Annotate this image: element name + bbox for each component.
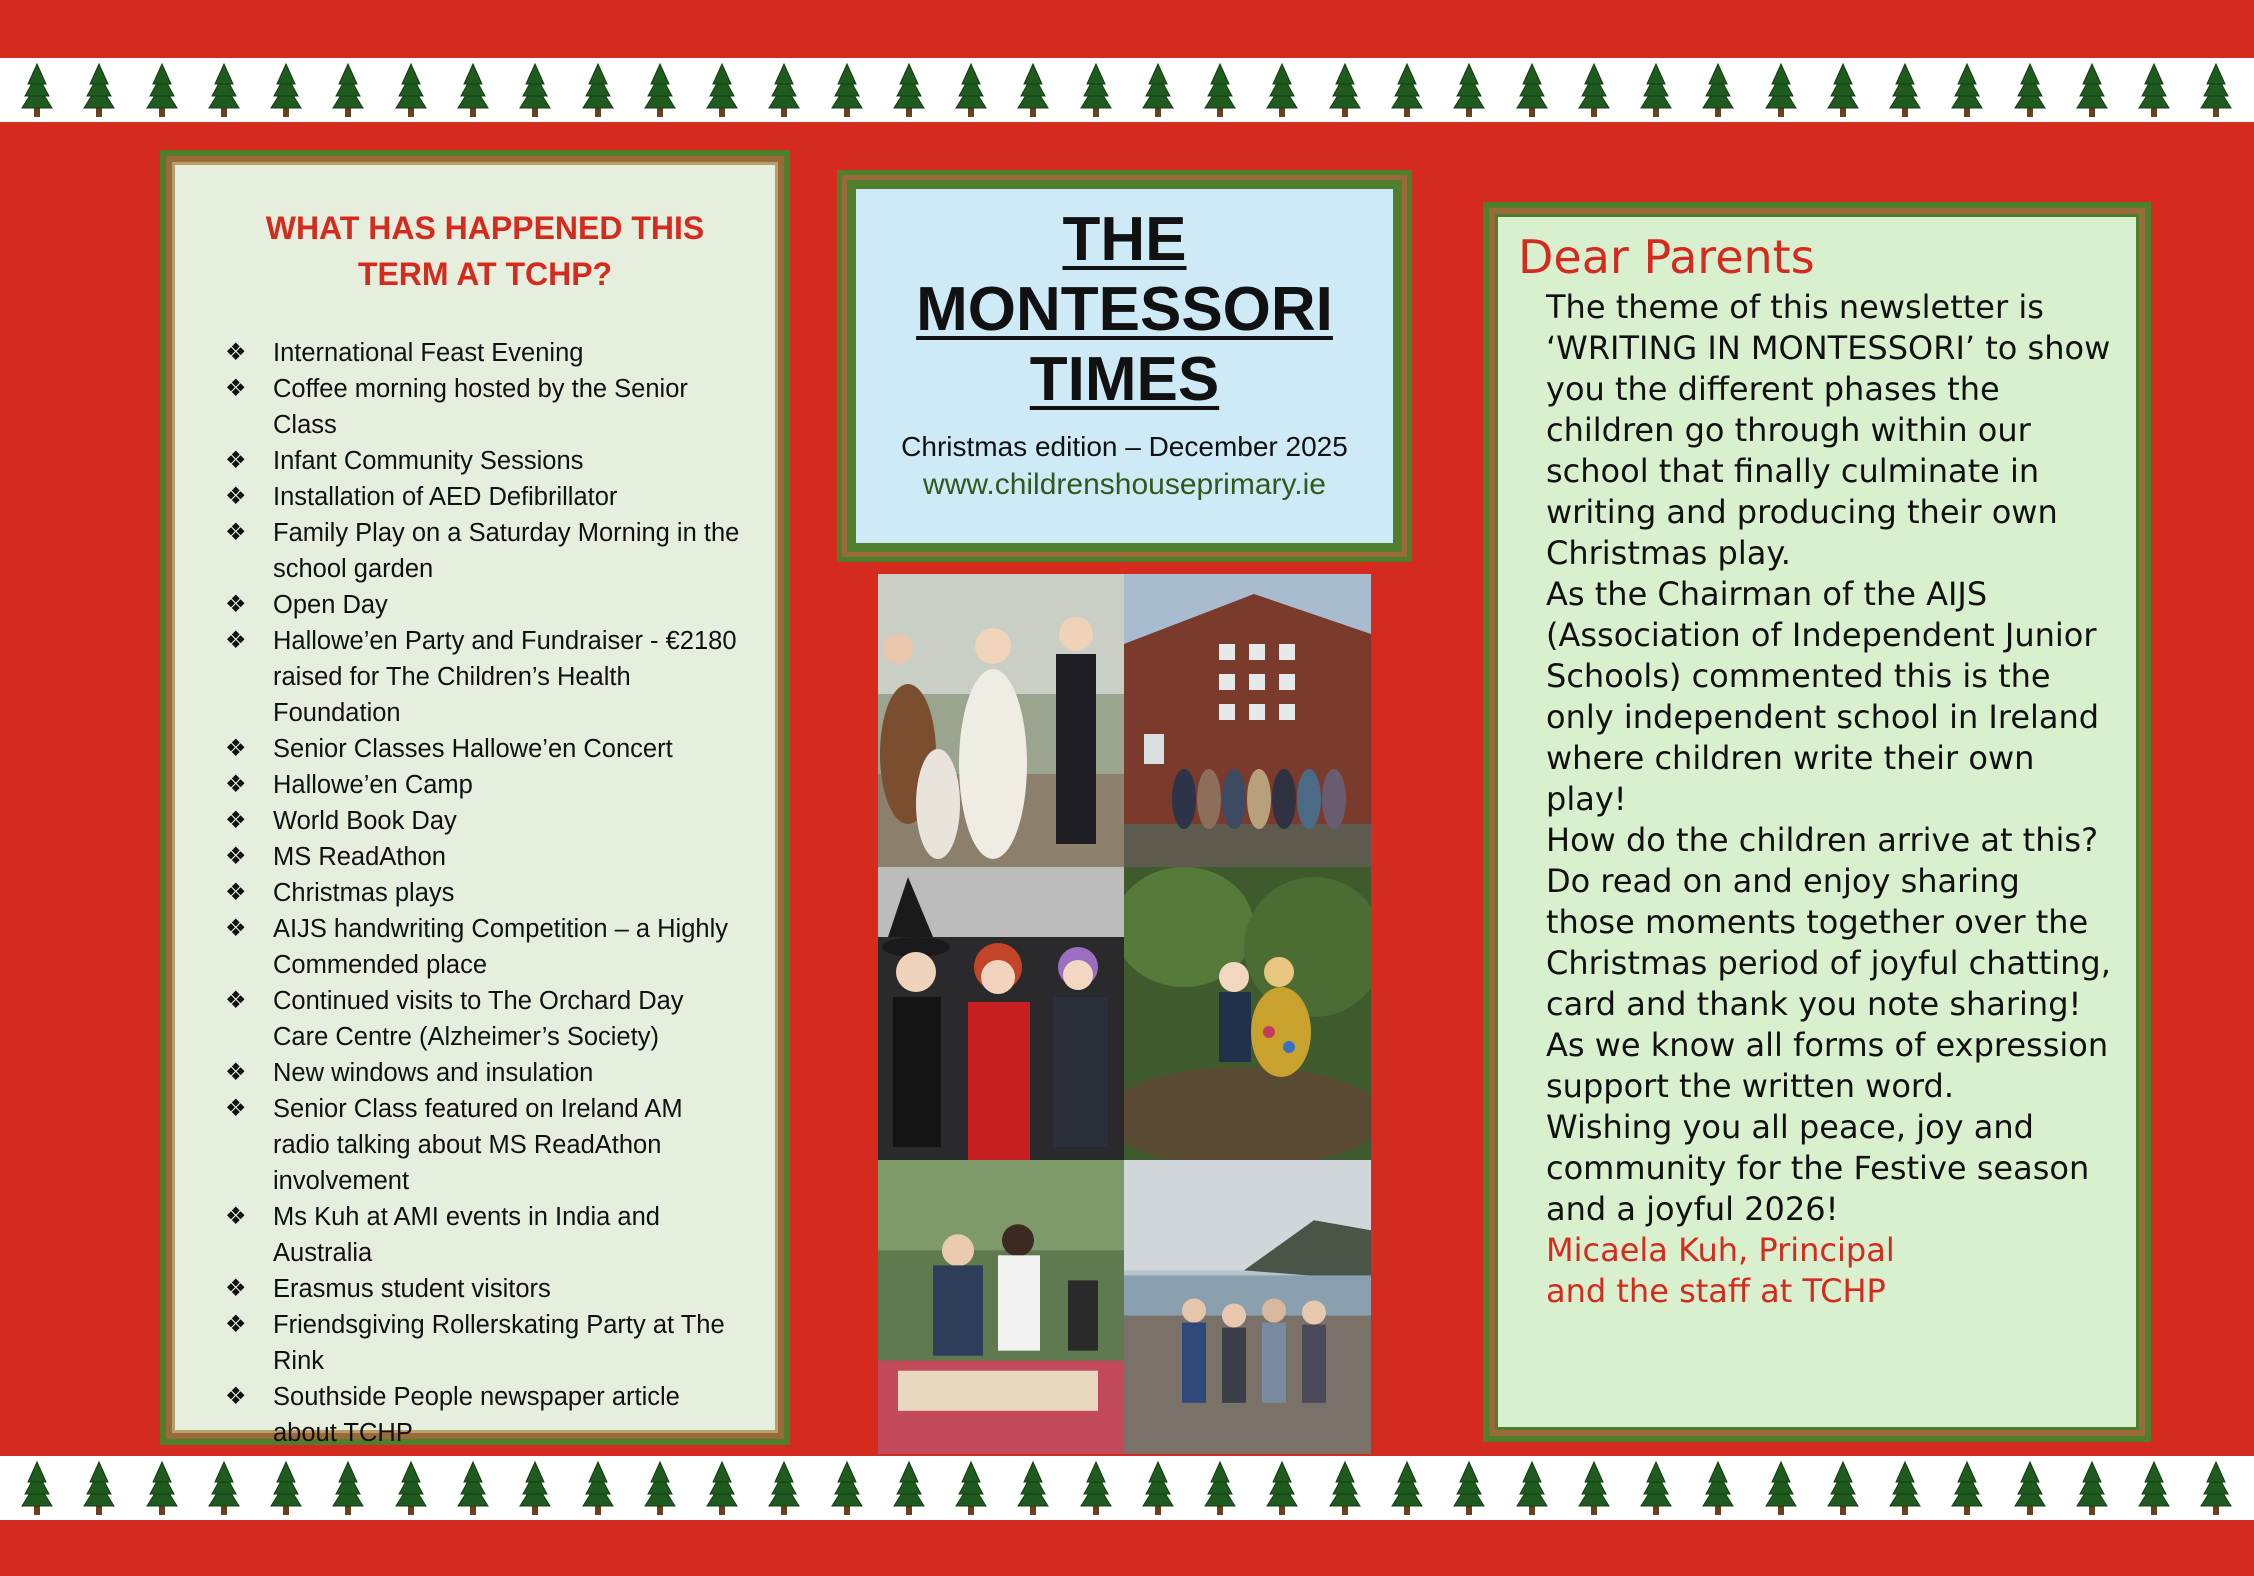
school-building-photo <box>1124 574 1371 867</box>
bullet-icon: ❖ <box>225 915 247 942</box>
list-item: ❖ Erasmus student visitors <box>225 1271 745 1307</box>
pine-tree-icon <box>643 62 677 118</box>
pine-tree-icon <box>1577 62 1611 118</box>
list-item: ❖ Friendsgiving Rollerskating Party at The Rink <box>225 1307 745 1379</box>
bullet-icon: ❖ <box>225 843 247 870</box>
list-item: ❖ Continued visits to The Orchard Day Care Centre (Alzheimer’s Society) <box>225 983 745 1055</box>
pine-tree-icon <box>1701 1460 1735 1516</box>
bullet-icon: ❖ <box>225 807 247 834</box>
pine-tree-icon <box>1016 1460 1050 1516</box>
pine-tree-icon <box>2137 1460 2171 1516</box>
friendsgiving-food-photo <box>878 1160 1124 1454</box>
bullet-icon: ❖ <box>225 879 247 906</box>
list-item: ❖ New windows and insulation <box>225 1055 745 1091</box>
pine-tree-icon <box>892 1460 926 1516</box>
pine-tree-icon <box>2075 1460 2109 1516</box>
pine-tree-icon <box>1141 1460 1175 1516</box>
pine-tree-icon <box>954 1460 988 1516</box>
beach-trip-photo <box>1124 1160 1371 1454</box>
letter-paragraph: Do read on and enjoy sharing those moments together over the Christmas period of joyful chatting, card and thank you note sharing! As we know all forms of expression support the written word. <box>1546 862 2111 1105</box>
letter-paragraph: Wishing you all peace, joy and community for the Festive season and a joyful 2026! <box>1546 1108 2090 1228</box>
pine-tree-icon <box>1328 1460 1362 1516</box>
letter-signoff: Micaela Kuh, Principal and the staff at TCHP <box>1546 1231 1895 1310</box>
pine-tree-icon <box>1390 1460 1424 1516</box>
pine-tree-icon <box>518 1460 552 1516</box>
list-item: ❖ Family Play on a Saturday Morning in the school garden <box>225 515 745 587</box>
top-tree-border <box>0 58 2254 122</box>
pine-tree-icon <box>2199 62 2233 118</box>
bullet-icon: ❖ <box>225 1203 247 1230</box>
term-highlights-list <box>225 335 745 1451</box>
halloween-costumes-photo <box>878 867 1124 1160</box>
pine-tree-icon <box>767 62 801 118</box>
pine-tree-icon <box>1079 62 1113 118</box>
pine-tree-icon <box>2075 62 2109 118</box>
list-item: ❖ Southside People newspaper article about TCHP <box>225 1379 745 1451</box>
bullet-icon: ❖ <box>225 771 247 798</box>
pine-tree-icon <box>20 1460 54 1516</box>
pine-tree-icon <box>456 62 490 118</box>
pine-tree-icon <box>269 62 303 118</box>
newsletter-title: THE MONTESSORI TIMES <box>916 205 1333 414</box>
pine-tree-icon <box>1452 62 1486 118</box>
pine-tree-icon <box>1016 62 1050 118</box>
list-item: ❖ Christmas plays <box>225 875 745 911</box>
bullet-icon: ❖ <box>225 987 247 1014</box>
pine-tree-icon <box>1265 1460 1299 1516</box>
pine-tree-icon <box>1577 1460 1611 1516</box>
edition-label: Christmas edition – December 2025 <box>901 431 1348 462</box>
pine-tree-icon <box>1950 62 1984 118</box>
bullet-icon: ❖ <box>225 447 247 474</box>
pine-tree-icon <box>1888 62 1922 118</box>
pine-tree-icon <box>394 62 428 118</box>
pine-tree-icon <box>2013 62 2047 118</box>
pine-tree-icon <box>643 1460 677 1516</box>
masthead <box>837 170 1412 562</box>
bullet-icon: ❖ <box>225 735 247 762</box>
pine-tree-icon <box>331 1460 365 1516</box>
letter-greeting: Dear Parents <box>1518 230 1815 284</box>
nativity-play-photo <box>878 574 1124 867</box>
photo-collage <box>878 574 1371 1454</box>
pine-tree-icon <box>954 62 988 118</box>
term-highlights-title: WHAT HAS HAPPENED THIS TERM AT TCHP? <box>265 210 705 292</box>
letter-paragraph: As the Chairman of the AIJS (Association of Independent Junior Schools) commented this is the only independent school in Ireland where children write their own play! <box>1546 575 2100 818</box>
pine-tree-icon <box>1826 62 1860 118</box>
list-item: ❖ AIJS handwriting Competition – a Highly Commended place <box>225 911 745 983</box>
pine-tree-icon <box>705 1460 739 1516</box>
list-item: ❖ MS ReadAthon <box>225 839 745 875</box>
pine-tree-icon <box>331 62 365 118</box>
pine-tree-icon <box>1079 1460 1113 1516</box>
pine-tree-icon <box>1265 62 1299 118</box>
list-item: ❖ Senior Classes Hallowe’en Concert <box>225 731 745 767</box>
bullet-icon: ❖ <box>225 627 247 654</box>
pine-tree-icon <box>2013 1460 2047 1516</box>
pine-tree-icon <box>767 1460 801 1516</box>
bullet-icon: ❖ <box>225 591 247 618</box>
pine-tree-icon <box>1141 62 1175 118</box>
bullet-icon: ❖ <box>225 339 247 366</box>
list-item: ❖ World Book Day <box>225 803 745 839</box>
bullet-icon: ❖ <box>225 375 247 402</box>
list-item: ❖ Installation of AED Defibrillator <box>225 479 745 515</box>
pine-tree-icon <box>1950 1460 1984 1516</box>
pine-tree-icon <box>1452 1460 1486 1516</box>
dear-parents-panel <box>1483 202 2151 1442</box>
bullet-icon: ❖ <box>225 1095 247 1122</box>
list-item: ❖ Open Day <box>225 587 745 623</box>
pine-tree-icon <box>1888 1460 1922 1516</box>
pine-tree-icon <box>1328 62 1362 118</box>
list-item: ❖ Hallowe’en Party and Fundraiser - €2180 raised for The Children’s Health Foundation <box>225 623 745 731</box>
pine-tree-icon <box>82 62 116 118</box>
pine-tree-icon <box>705 62 739 118</box>
list-item: ❖ Senior Class featured on Ireland AM radio talking about MS ReadAthon involvement <box>225 1091 745 1199</box>
garden-children-photo <box>1124 867 1371 1160</box>
pine-tree-icon <box>581 1460 615 1516</box>
pine-tree-icon <box>2137 62 2171 118</box>
pine-tree-icon <box>145 62 179 118</box>
bullet-icon: ❖ <box>225 1275 247 1302</box>
website-link[interactable]: www.childrenshouseprimary.ie <box>923 468 1326 501</box>
pine-tree-icon <box>207 62 241 118</box>
pine-tree-icon <box>1639 1460 1673 1516</box>
letter-paragraph: The theme of this newsletter is ‘WRITING IN MONTESSORI’ to show you the different phases the children go through within our school that finally culminate in writing and producing their own Christmas play. <box>1546 288 2111 572</box>
pine-tree-icon <box>1764 62 1798 118</box>
pine-tree-icon <box>1639 62 1673 118</box>
pine-tree-icon <box>1390 62 1424 118</box>
list-item: ❖ Hallowe’en Camp <box>225 767 745 803</box>
list-item: ❖ International Feast Evening <box>225 335 745 371</box>
pine-tree-icon <box>207 1460 241 1516</box>
pine-tree-icon <box>1764 1460 1798 1516</box>
pine-tree-icon <box>2199 1460 2233 1516</box>
bottom-tree-border <box>0 1456 2254 1520</box>
pine-tree-icon <box>892 62 926 118</box>
pine-tree-icon <box>145 1460 179 1516</box>
letter-paragraph: How do the children arrive at this? <box>1546 821 2099 859</box>
bullet-icon: ❖ <box>225 1383 247 1410</box>
pine-tree-icon <box>1203 1460 1237 1516</box>
pine-tree-icon <box>1515 62 1549 118</box>
pine-tree-icon <box>581 62 615 118</box>
bullet-icon: ❖ <box>225 1311 247 1338</box>
list-item: ❖ Infant Community Sessions <box>225 443 745 479</box>
pine-tree-icon <box>1203 62 1237 118</box>
list-item: ❖ Coffee morning hosted by the Senior Class <box>225 371 745 443</box>
pine-tree-icon <box>82 1460 116 1516</box>
pine-tree-icon <box>394 1460 428 1516</box>
list-item: ❖ Ms Kuh at AMI events in India and Australia <box>225 1199 745 1271</box>
pine-tree-icon <box>830 1460 864 1516</box>
pine-tree-icon <box>518 62 552 118</box>
term-highlights-panel <box>160 150 790 1445</box>
pine-tree-icon <box>830 62 864 118</box>
letter-body <box>1518 287 2118 1312</box>
bullet-icon: ❖ <box>225 1059 247 1086</box>
bullet-icon: ❖ <box>225 483 247 510</box>
bullet-icon: ❖ <box>225 519 247 546</box>
pine-tree-icon <box>456 1460 490 1516</box>
pine-tree-icon <box>269 1460 303 1516</box>
pine-tree-icon <box>20 62 54 118</box>
pine-tree-icon <box>1515 1460 1549 1516</box>
pine-tree-icon <box>1701 62 1735 118</box>
pine-tree-icon <box>1826 1460 1860 1516</box>
